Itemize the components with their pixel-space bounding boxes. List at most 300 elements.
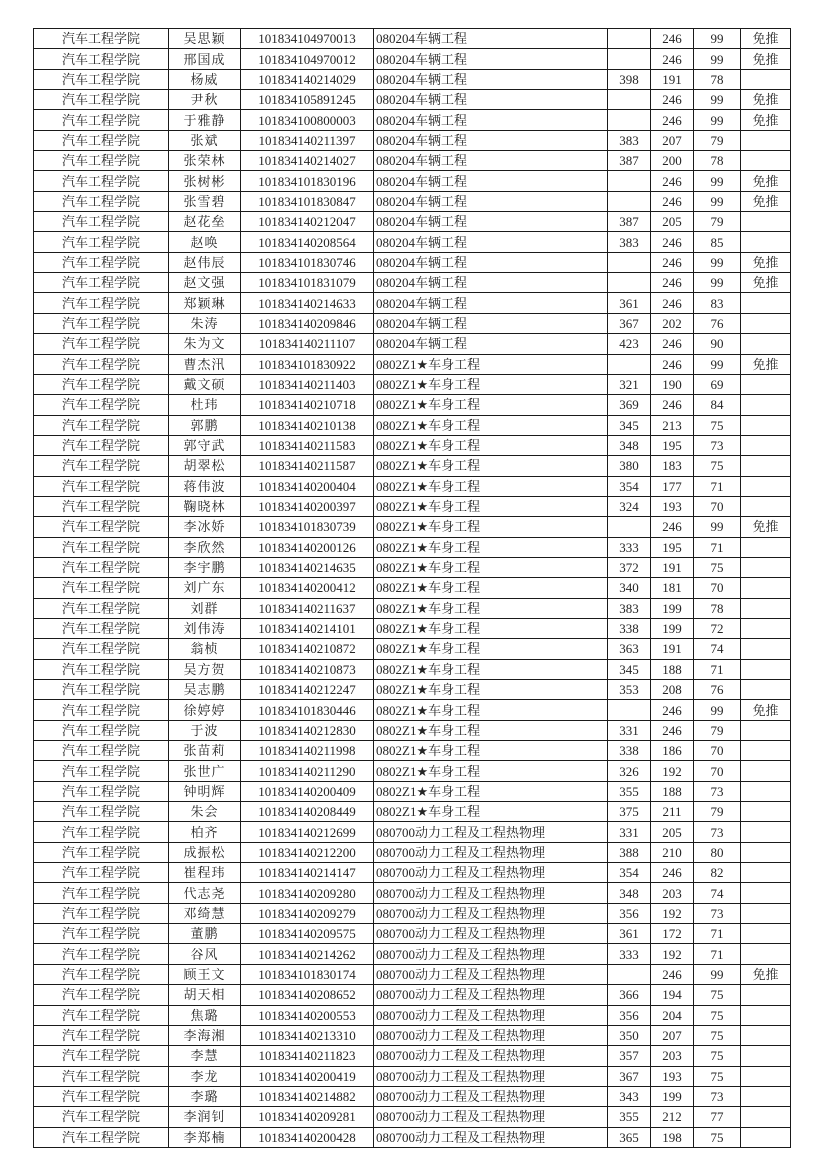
note-cell bbox=[741, 598, 791, 618]
college-cell: 汽车工程学院 bbox=[34, 49, 169, 69]
table-row bbox=[34, 517, 791, 537]
table-row bbox=[34, 334, 791, 354]
score3-cell: 75 bbox=[694, 1025, 741, 1045]
note-cell bbox=[741, 334, 791, 354]
admission-list-table bbox=[33, 28, 791, 1148]
college-cell: 汽车工程学院 bbox=[34, 618, 169, 638]
name-cell: 朱涛 bbox=[169, 313, 241, 333]
score1-cell: 356 bbox=[608, 1005, 651, 1025]
table-row bbox=[34, 415, 791, 435]
score1-cell: 331 bbox=[608, 720, 651, 740]
score1-cell bbox=[608, 191, 651, 211]
score2-cell: 246 bbox=[651, 354, 694, 374]
score2-cell: 188 bbox=[651, 781, 694, 801]
score3-cell: 73 bbox=[694, 1086, 741, 1106]
name-cell: 张荣林 bbox=[169, 151, 241, 171]
college-cell: 汽车工程学院 bbox=[34, 578, 169, 598]
score3-cell: 75 bbox=[694, 1005, 741, 1025]
table-row bbox=[34, 985, 791, 1005]
score1-cell: 361 bbox=[608, 293, 651, 313]
table-row bbox=[34, 212, 791, 232]
major-cell: 0802Z1★车身工程 bbox=[374, 354, 608, 374]
note-cell bbox=[741, 1086, 791, 1106]
name-cell: 郭守武 bbox=[169, 435, 241, 455]
score1-cell: 387 bbox=[608, 212, 651, 232]
college-cell: 汽车工程学院 bbox=[34, 741, 169, 761]
college-cell: 汽车工程学院 bbox=[34, 435, 169, 455]
candidate-no-cell: 101834140212699 bbox=[241, 822, 374, 842]
major-cell: 080700动力工程及工程热物理 bbox=[374, 903, 608, 923]
score2-cell: 203 bbox=[651, 883, 694, 903]
name-cell: 邢国成 bbox=[169, 49, 241, 69]
note-cell bbox=[741, 1107, 791, 1127]
score3-cell: 99 bbox=[694, 171, 741, 191]
score3-cell: 99 bbox=[694, 517, 741, 537]
note-cell bbox=[741, 212, 791, 232]
score2-cell: 246 bbox=[651, 29, 694, 49]
candidate-no-cell: 101834101830746 bbox=[241, 252, 374, 272]
score1-cell: 355 bbox=[608, 781, 651, 801]
score2-cell: 191 bbox=[651, 557, 694, 577]
major-cell: 080204车辆工程 bbox=[374, 313, 608, 333]
name-cell: 代志尧 bbox=[169, 883, 241, 903]
name-cell: 李慧 bbox=[169, 1046, 241, 1066]
name-cell: 李宇鹏 bbox=[169, 557, 241, 577]
score3-cell: 71 bbox=[694, 476, 741, 496]
table-row bbox=[34, 1005, 791, 1025]
candidate-no-cell: 101834140209846 bbox=[241, 313, 374, 333]
major-cell: 0802Z1★车身工程 bbox=[374, 395, 608, 415]
college-cell: 汽车工程学院 bbox=[34, 374, 169, 394]
score2-cell: 192 bbox=[651, 903, 694, 923]
note-cell bbox=[741, 720, 791, 740]
major-cell: 080204车辆工程 bbox=[374, 273, 608, 293]
score2-cell: 212 bbox=[651, 1107, 694, 1127]
note-cell bbox=[741, 1066, 791, 1086]
score2-cell: 207 bbox=[651, 130, 694, 150]
major-cell: 0802Z1★车身工程 bbox=[374, 557, 608, 577]
table-row bbox=[34, 90, 791, 110]
score3-cell: 70 bbox=[694, 578, 741, 598]
major-cell: 080204车辆工程 bbox=[374, 232, 608, 252]
name-cell: 刘群 bbox=[169, 598, 241, 618]
name-cell: 杨威 bbox=[169, 69, 241, 89]
score3-cell: 77 bbox=[694, 1107, 741, 1127]
score2-cell: 246 bbox=[651, 334, 694, 354]
score3-cell: 76 bbox=[694, 313, 741, 333]
table-row bbox=[34, 476, 791, 496]
note-cell bbox=[741, 903, 791, 923]
candidate-no-cell: 101834140211107 bbox=[241, 334, 374, 354]
college-cell: 汽车工程学院 bbox=[34, 1107, 169, 1127]
score3-cell: 75 bbox=[694, 985, 741, 1005]
major-cell: 080204车辆工程 bbox=[374, 49, 608, 69]
score2-cell: 199 bbox=[651, 1086, 694, 1106]
table-row bbox=[34, 741, 791, 761]
name-cell: 赵花垒 bbox=[169, 212, 241, 232]
candidate-no-cell: 101834140213310 bbox=[241, 1025, 374, 1045]
name-cell: 刘广东 bbox=[169, 578, 241, 598]
table-row bbox=[34, 903, 791, 923]
major-cell: 080204车辆工程 bbox=[374, 110, 608, 130]
college-cell: 汽车工程学院 bbox=[34, 415, 169, 435]
score2-cell: 213 bbox=[651, 415, 694, 435]
score1-cell: 338 bbox=[608, 618, 651, 638]
score1-cell: 398 bbox=[608, 69, 651, 89]
name-cell: 于雅静 bbox=[169, 110, 241, 130]
note-cell bbox=[741, 802, 791, 822]
score3-cell: 73 bbox=[694, 903, 741, 923]
candidate-no-cell: 101834101830196 bbox=[241, 171, 374, 191]
major-cell: 080700动力工程及工程热物理 bbox=[374, 1066, 608, 1086]
college-cell: 汽车工程学院 bbox=[34, 700, 169, 720]
score2-cell: 246 bbox=[651, 110, 694, 130]
candidate-no-cell: 101834140208564 bbox=[241, 232, 374, 252]
table-row bbox=[34, 1046, 791, 1066]
candidate-no-cell: 101834140214027 bbox=[241, 151, 374, 171]
major-cell: 080700动力工程及工程热物理 bbox=[374, 1086, 608, 1106]
candidate-no-cell: 101834101830739 bbox=[241, 517, 374, 537]
college-cell: 汽车工程学院 bbox=[34, 557, 169, 577]
score2-cell: 246 bbox=[651, 90, 694, 110]
major-cell: 080204车辆工程 bbox=[374, 191, 608, 211]
major-cell: 0802Z1★车身工程 bbox=[374, 476, 608, 496]
major-cell: 0802Z1★车身工程 bbox=[374, 374, 608, 394]
score3-cell: 85 bbox=[694, 232, 741, 252]
table-row bbox=[34, 822, 791, 842]
score1-cell: 366 bbox=[608, 985, 651, 1005]
table-row bbox=[34, 130, 791, 150]
name-cell: 刘伟涛 bbox=[169, 618, 241, 638]
major-cell: 080700动力工程及工程热物理 bbox=[374, 1005, 608, 1025]
score2-cell: 211 bbox=[651, 802, 694, 822]
candidate-no-cell: 101834140210872 bbox=[241, 639, 374, 659]
score1-cell: 383 bbox=[608, 232, 651, 252]
score1-cell: 375 bbox=[608, 802, 651, 822]
table-row bbox=[34, 659, 791, 679]
score2-cell: 204 bbox=[651, 1005, 694, 1025]
major-cell: 080700动力工程及工程热物理 bbox=[374, 863, 608, 883]
college-cell: 汽车工程学院 bbox=[34, 69, 169, 89]
score1-cell: 356 bbox=[608, 903, 651, 923]
table-row bbox=[34, 537, 791, 557]
major-cell: 080204车辆工程 bbox=[374, 151, 608, 171]
candidate-no-cell: 101834140211290 bbox=[241, 761, 374, 781]
score3-cell: 69 bbox=[694, 374, 741, 394]
score3-cell: 75 bbox=[694, 1066, 741, 1086]
candidate-no-cell: 101834105891245 bbox=[241, 90, 374, 110]
note-cell: 免推 bbox=[741, 191, 791, 211]
note-cell bbox=[741, 659, 791, 679]
score1-cell bbox=[608, 110, 651, 130]
note-cell: 免推 bbox=[741, 90, 791, 110]
table-row bbox=[34, 1066, 791, 1086]
college-cell: 汽车工程学院 bbox=[34, 151, 169, 171]
candidate-no-cell: 101834140210718 bbox=[241, 395, 374, 415]
major-cell: 080700动力工程及工程热物理 bbox=[374, 964, 608, 984]
college-cell: 汽车工程学院 bbox=[34, 659, 169, 679]
score3-cell: 70 bbox=[694, 496, 741, 516]
candidate-no-cell: 101834140210138 bbox=[241, 415, 374, 435]
name-cell: 李龙 bbox=[169, 1066, 241, 1086]
note-cell bbox=[741, 130, 791, 150]
score3-cell: 75 bbox=[694, 456, 741, 476]
table-row bbox=[34, 842, 791, 862]
college-cell: 汽车工程学院 bbox=[34, 720, 169, 740]
score3-cell: 73 bbox=[694, 435, 741, 455]
candidate-no-cell: 101834140209575 bbox=[241, 924, 374, 944]
table-row bbox=[34, 374, 791, 394]
table-row bbox=[34, 191, 791, 211]
score2-cell: 246 bbox=[651, 293, 694, 313]
table-row bbox=[34, 639, 791, 659]
name-cell: 赵唤 bbox=[169, 232, 241, 252]
candidate-no-cell: 101834140200419 bbox=[241, 1066, 374, 1086]
note-cell bbox=[741, 151, 791, 171]
note-cell: 免推 bbox=[741, 110, 791, 130]
candidate-no-cell: 101834140209280 bbox=[241, 883, 374, 903]
major-cell: 080204车辆工程 bbox=[374, 90, 608, 110]
score3-cell: 99 bbox=[694, 29, 741, 49]
major-cell: 0802Z1★车身工程 bbox=[374, 456, 608, 476]
name-cell: 张世广 bbox=[169, 761, 241, 781]
name-cell: 焦璐 bbox=[169, 1005, 241, 1025]
score3-cell: 72 bbox=[694, 618, 741, 638]
candidate-no-cell: 101834140212247 bbox=[241, 680, 374, 700]
major-cell: 080204车辆工程 bbox=[374, 293, 608, 313]
score2-cell: 193 bbox=[651, 496, 694, 516]
college-cell: 汽车工程学院 bbox=[34, 212, 169, 232]
major-cell: 0802Z1★车身工程 bbox=[374, 537, 608, 557]
note-cell bbox=[741, 1025, 791, 1045]
score1-cell: 423 bbox=[608, 334, 651, 354]
name-cell: 李郑楠 bbox=[169, 1127, 241, 1147]
score2-cell: 246 bbox=[651, 964, 694, 984]
college-cell: 汽车工程学院 bbox=[34, 944, 169, 964]
score1-cell: 345 bbox=[608, 415, 651, 435]
table-row bbox=[34, 49, 791, 69]
college-cell: 汽车工程学院 bbox=[34, 252, 169, 272]
score2-cell: 192 bbox=[651, 761, 694, 781]
major-cell: 0802Z1★车身工程 bbox=[374, 761, 608, 781]
major-cell: 0802Z1★车身工程 bbox=[374, 435, 608, 455]
note-cell bbox=[741, 781, 791, 801]
score2-cell: 246 bbox=[651, 395, 694, 415]
major-cell: 0802Z1★车身工程 bbox=[374, 639, 608, 659]
name-cell: 李海湘 bbox=[169, 1025, 241, 1045]
score3-cell: 74 bbox=[694, 639, 741, 659]
major-cell: 080700动力工程及工程热物理 bbox=[374, 924, 608, 944]
note-cell bbox=[741, 374, 791, 394]
college-cell: 汽车工程学院 bbox=[34, 1025, 169, 1045]
note-cell bbox=[741, 639, 791, 659]
college-cell: 汽车工程学院 bbox=[34, 1066, 169, 1086]
major-cell: 0802Z1★车身工程 bbox=[374, 517, 608, 537]
candidate-no-cell: 101834140211637 bbox=[241, 598, 374, 618]
score3-cell: 75 bbox=[694, 1046, 741, 1066]
score2-cell: 193 bbox=[651, 1066, 694, 1086]
table-row bbox=[34, 435, 791, 455]
score2-cell: 203 bbox=[651, 1046, 694, 1066]
table-row bbox=[34, 1127, 791, 1147]
note-cell bbox=[741, 761, 791, 781]
name-cell: 柏齐 bbox=[169, 822, 241, 842]
major-cell: 0802Z1★车身工程 bbox=[374, 578, 608, 598]
score3-cell: 75 bbox=[694, 1127, 741, 1147]
score3-cell: 99 bbox=[694, 354, 741, 374]
major-cell: 080204车辆工程 bbox=[374, 171, 608, 191]
candidate-no-cell: 101834140211587 bbox=[241, 456, 374, 476]
table-row bbox=[34, 395, 791, 415]
name-cell: 于波 bbox=[169, 720, 241, 740]
note-cell bbox=[741, 1127, 791, 1147]
college-cell: 汽车工程学院 bbox=[34, 395, 169, 415]
score3-cell: 99 bbox=[694, 90, 741, 110]
college-cell: 汽车工程学院 bbox=[34, 517, 169, 537]
note-cell bbox=[741, 557, 791, 577]
note-cell: 免推 bbox=[741, 700, 791, 720]
name-cell: 翁桢 bbox=[169, 639, 241, 659]
score1-cell bbox=[608, 29, 651, 49]
candidate-no-cell: 101834140214262 bbox=[241, 944, 374, 964]
name-cell: 李润钊 bbox=[169, 1107, 241, 1127]
note-cell bbox=[741, 313, 791, 333]
major-cell: 0802Z1★车身工程 bbox=[374, 598, 608, 618]
table-row bbox=[34, 944, 791, 964]
score3-cell: 99 bbox=[694, 252, 741, 272]
name-cell: 胡翠松 bbox=[169, 456, 241, 476]
candidate-no-cell: 101834140211403 bbox=[241, 374, 374, 394]
name-cell: 张苗莉 bbox=[169, 741, 241, 761]
score2-cell: 191 bbox=[651, 69, 694, 89]
score1-cell bbox=[608, 90, 651, 110]
table-row bbox=[34, 171, 791, 191]
score3-cell: 99 bbox=[694, 110, 741, 130]
note-cell bbox=[741, 293, 791, 313]
name-cell: 邓绮慧 bbox=[169, 903, 241, 923]
name-cell: 李璐 bbox=[169, 1086, 241, 1106]
candidate-no-cell: 101834104970013 bbox=[241, 29, 374, 49]
name-cell: 李欣然 bbox=[169, 537, 241, 557]
note-cell bbox=[741, 741, 791, 761]
score1-cell: 348 bbox=[608, 435, 651, 455]
score1-cell: 340 bbox=[608, 578, 651, 598]
college-cell: 汽车工程学院 bbox=[34, 496, 169, 516]
major-cell: 080700动力工程及工程热物理 bbox=[374, 1107, 608, 1127]
name-cell: 郭鹏 bbox=[169, 415, 241, 435]
major-cell: 0802Z1★车身工程 bbox=[374, 802, 608, 822]
table-row bbox=[34, 456, 791, 476]
score3-cell: 78 bbox=[694, 69, 741, 89]
name-cell: 崔程玮 bbox=[169, 863, 241, 883]
table-row bbox=[34, 496, 791, 516]
candidate-no-cell: 101834101831079 bbox=[241, 273, 374, 293]
score3-cell: 99 bbox=[694, 273, 741, 293]
major-cell: 080700动力工程及工程热物理 bbox=[374, 985, 608, 1005]
score2-cell: 186 bbox=[651, 741, 694, 761]
score1-cell bbox=[608, 964, 651, 984]
table-row bbox=[34, 29, 791, 49]
candidate-no-cell: 101834140211998 bbox=[241, 741, 374, 761]
score3-cell: 82 bbox=[694, 863, 741, 883]
name-cell: 谷风 bbox=[169, 944, 241, 964]
score3-cell: 76 bbox=[694, 680, 741, 700]
name-cell: 张斌 bbox=[169, 130, 241, 150]
major-cell: 0802Z1★车身工程 bbox=[374, 618, 608, 638]
score1-cell bbox=[608, 517, 651, 537]
college-cell: 汽车工程学院 bbox=[34, 598, 169, 618]
score3-cell: 99 bbox=[694, 700, 741, 720]
name-cell: 徐婷婷 bbox=[169, 700, 241, 720]
major-cell: 080204车辆工程 bbox=[374, 252, 608, 272]
score1-cell: 380 bbox=[608, 456, 651, 476]
candidate-no-cell: 101834140214101 bbox=[241, 618, 374, 638]
note-cell bbox=[741, 69, 791, 89]
candidate-no-cell: 101834140200397 bbox=[241, 496, 374, 516]
candidate-no-cell: 101834140214635 bbox=[241, 557, 374, 577]
table-row bbox=[34, 232, 791, 252]
score2-cell: 202 bbox=[651, 313, 694, 333]
score2-cell: 181 bbox=[651, 578, 694, 598]
note-cell bbox=[741, 395, 791, 415]
name-cell: 张雪碧 bbox=[169, 191, 241, 211]
name-cell: 戴文硕 bbox=[169, 374, 241, 394]
score2-cell: 246 bbox=[651, 517, 694, 537]
candidate-no-cell: 101834140214882 bbox=[241, 1086, 374, 1106]
table-row bbox=[34, 720, 791, 740]
major-cell: 0802Z1★车身工程 bbox=[374, 741, 608, 761]
score1-cell: 365 bbox=[608, 1127, 651, 1147]
college-cell: 汽车工程学院 bbox=[34, 842, 169, 862]
score2-cell: 200 bbox=[651, 151, 694, 171]
score1-cell bbox=[608, 273, 651, 293]
table-row bbox=[34, 293, 791, 313]
score1-cell bbox=[608, 354, 651, 374]
name-cell: 赵伟辰 bbox=[169, 252, 241, 272]
score1-cell: 348 bbox=[608, 883, 651, 903]
score3-cell: 74 bbox=[694, 883, 741, 903]
major-cell: 080204车辆工程 bbox=[374, 69, 608, 89]
college-cell: 汽车工程学院 bbox=[34, 761, 169, 781]
score3-cell: 90 bbox=[694, 334, 741, 354]
name-cell: 吴志鹏 bbox=[169, 680, 241, 700]
college-cell: 汽车工程学院 bbox=[34, 232, 169, 252]
score2-cell: 199 bbox=[651, 598, 694, 618]
major-cell: 080204车辆工程 bbox=[374, 334, 608, 354]
table-row bbox=[34, 924, 791, 944]
score3-cell: 99 bbox=[694, 964, 741, 984]
score1-cell bbox=[608, 252, 651, 272]
note-cell: 免推 bbox=[741, 171, 791, 191]
name-cell: 李冰娇 bbox=[169, 517, 241, 537]
score3-cell: 84 bbox=[694, 395, 741, 415]
score3-cell: 73 bbox=[694, 781, 741, 801]
note-cell: 免推 bbox=[741, 29, 791, 49]
name-cell: 曹杰汛 bbox=[169, 354, 241, 374]
major-cell: 0802Z1★车身工程 bbox=[374, 680, 608, 700]
score3-cell: 70 bbox=[694, 761, 741, 781]
score1-cell: 338 bbox=[608, 741, 651, 761]
score2-cell: 192 bbox=[651, 944, 694, 964]
score1-cell: 383 bbox=[608, 130, 651, 150]
score1-cell: 372 bbox=[608, 557, 651, 577]
score3-cell: 99 bbox=[694, 49, 741, 69]
candidate-no-cell: 101834140212200 bbox=[241, 842, 374, 862]
name-cell: 朱会 bbox=[169, 802, 241, 822]
score1-cell: 354 bbox=[608, 476, 651, 496]
score2-cell: 246 bbox=[651, 700, 694, 720]
college-cell: 汽车工程学院 bbox=[34, 293, 169, 313]
